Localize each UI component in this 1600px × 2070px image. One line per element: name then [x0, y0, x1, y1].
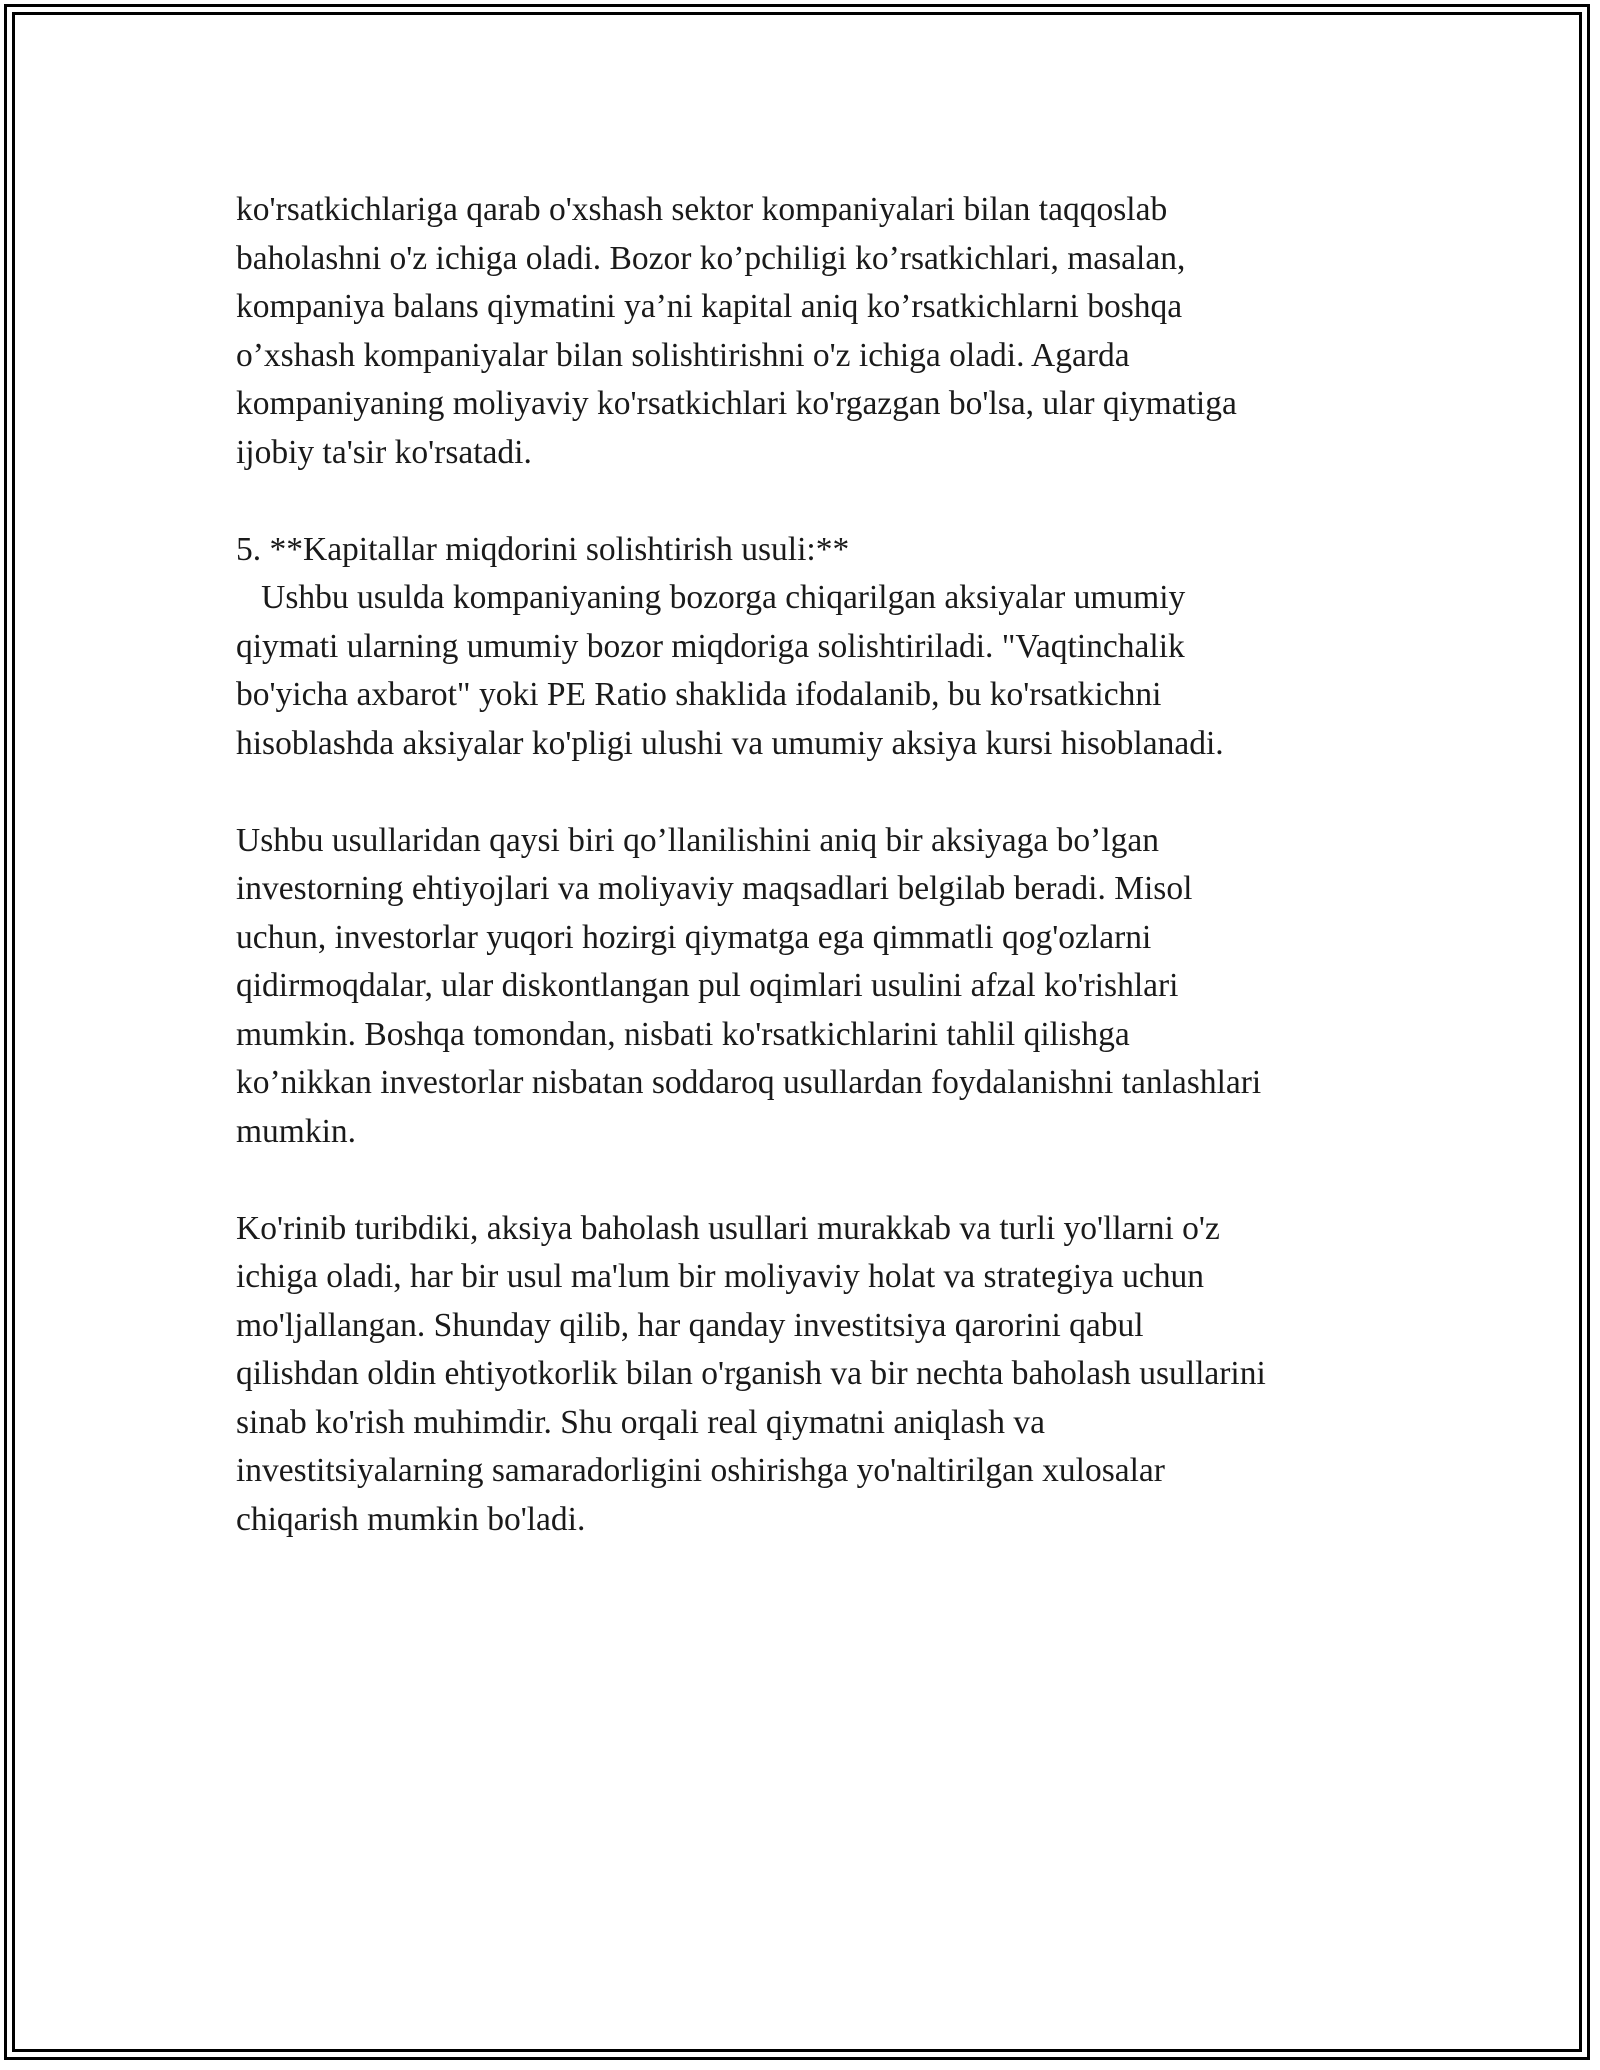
text-line: mo'ljallangan. Shunday qilib, har qanday investitsiya qarorini qabul: [236, 1306, 1144, 1344]
text-line: qilishdan oldin ehtiyotkorlik bilan o'rganish va bir nechta baholash usullarini: [236, 1355, 1266, 1392]
paragraph-conclusion: [236, 1205, 1386, 1545]
text-line: kompaniya balans qiymatini ya’ni kapital aniq ko’rsatkichlarni boshqa: [236, 288, 1183, 325]
text-line: ko'rsatkichlariga qarab o'xshash sektor kompaniyalari bilan taqqoslab: [236, 191, 1168, 228]
text-line: Ushbu usullaridan qaysi biri qo’llanilishini aniq bir aksiyaga bo’lgan: [236, 821, 1159, 859]
document-body: [236, 186, 1386, 1593]
text-line: investitsiyalarning samaradorligini oshirishga yo'naltirilgan xulosalar: [236, 1452, 1165, 1489]
text-line: qidirmoqdalar, ular diskontlangan pul oqimlari usulini afzal ko'rishlari: [236, 967, 1179, 1004]
text-line: ko’nikkan investorlar nisbatan soddaroq usullardan foydalanishni tanlashlari: [236, 1064, 1262, 1101]
text-line: uchun, investorlar yuqori hozirgi qiymatga ega qimmatli qog'ozlarni: [236, 918, 1152, 956]
text-line: bo'yicha axbarot" yoki PE Ratio shaklida ifodalanib, bu ko'rsatkichni: [236, 676, 1162, 713]
text-line: ijobiy ta'sir ko'rsatadi.: [236, 433, 532, 471]
text-line: kompaniyaning moliyaviy ko'rsatkichlari ko'rgazgan bo'lsa, ular qiymatiga: [236, 385, 1237, 422]
text-line: o’xshash kompaniyalar bilan solishtirishni o'z ichiga oladi. Agarda: [236, 336, 1130, 374]
text-line: sinab ko'rish muhimdir. Shu orqali real qiymatni aniqlash va: [236, 1403, 1045, 1441]
section-heading: 5. **Kapitallar miqdorini solishtirish usuli:**: [236, 530, 850, 568]
text-line: qiymati ularning umumiy bozor miqdoriga solishtiriladi. "Vaqtinchalik: [236, 627, 1185, 665]
text-line: mumkin.: [236, 1112, 357, 1150]
paragraph-method-choice: [236, 817, 1386, 1157]
text-line: baholashni o'z ichiga oladi. Bozor ko’pchiligi ko’rsatkichlari, masalan,: [236, 239, 1186, 277]
text-line: Ushbu usulda kompaniyaning bozorga chiqarilgan aksiyalar umumiy: [236, 579, 1186, 616]
text-line: investorning ehtiyojlari va moliyaviy maqsadlari belgilab beradi. Misol: [236, 870, 1193, 907]
text-line: Ko'rinib turibdiki, aksiya baholash usullari murakkab va turli yo'llarni o'z: [236, 1209, 1220, 1247]
text-line: chiqarish mumkin bo'ladi.: [236, 1500, 586, 1538]
paragraph-capital-comparison: [236, 526, 1386, 769]
text-line: mumkin. Boshqa tomondan, nisbati ko'rsatkichlarini tahlil qilishga: [236, 1015, 1130, 1053]
text-line: ichiga oladi, har bir usul ma'lum bir moliyaviy holat va strategiya uchun: [236, 1258, 1204, 1295]
paragraph-comparables: [236, 186, 1386, 477]
text-line: hisoblashda aksiyalar ko'pligi ulushi va umumiy aksiya kursi hisoblanadi.: [236, 724, 1224, 762]
